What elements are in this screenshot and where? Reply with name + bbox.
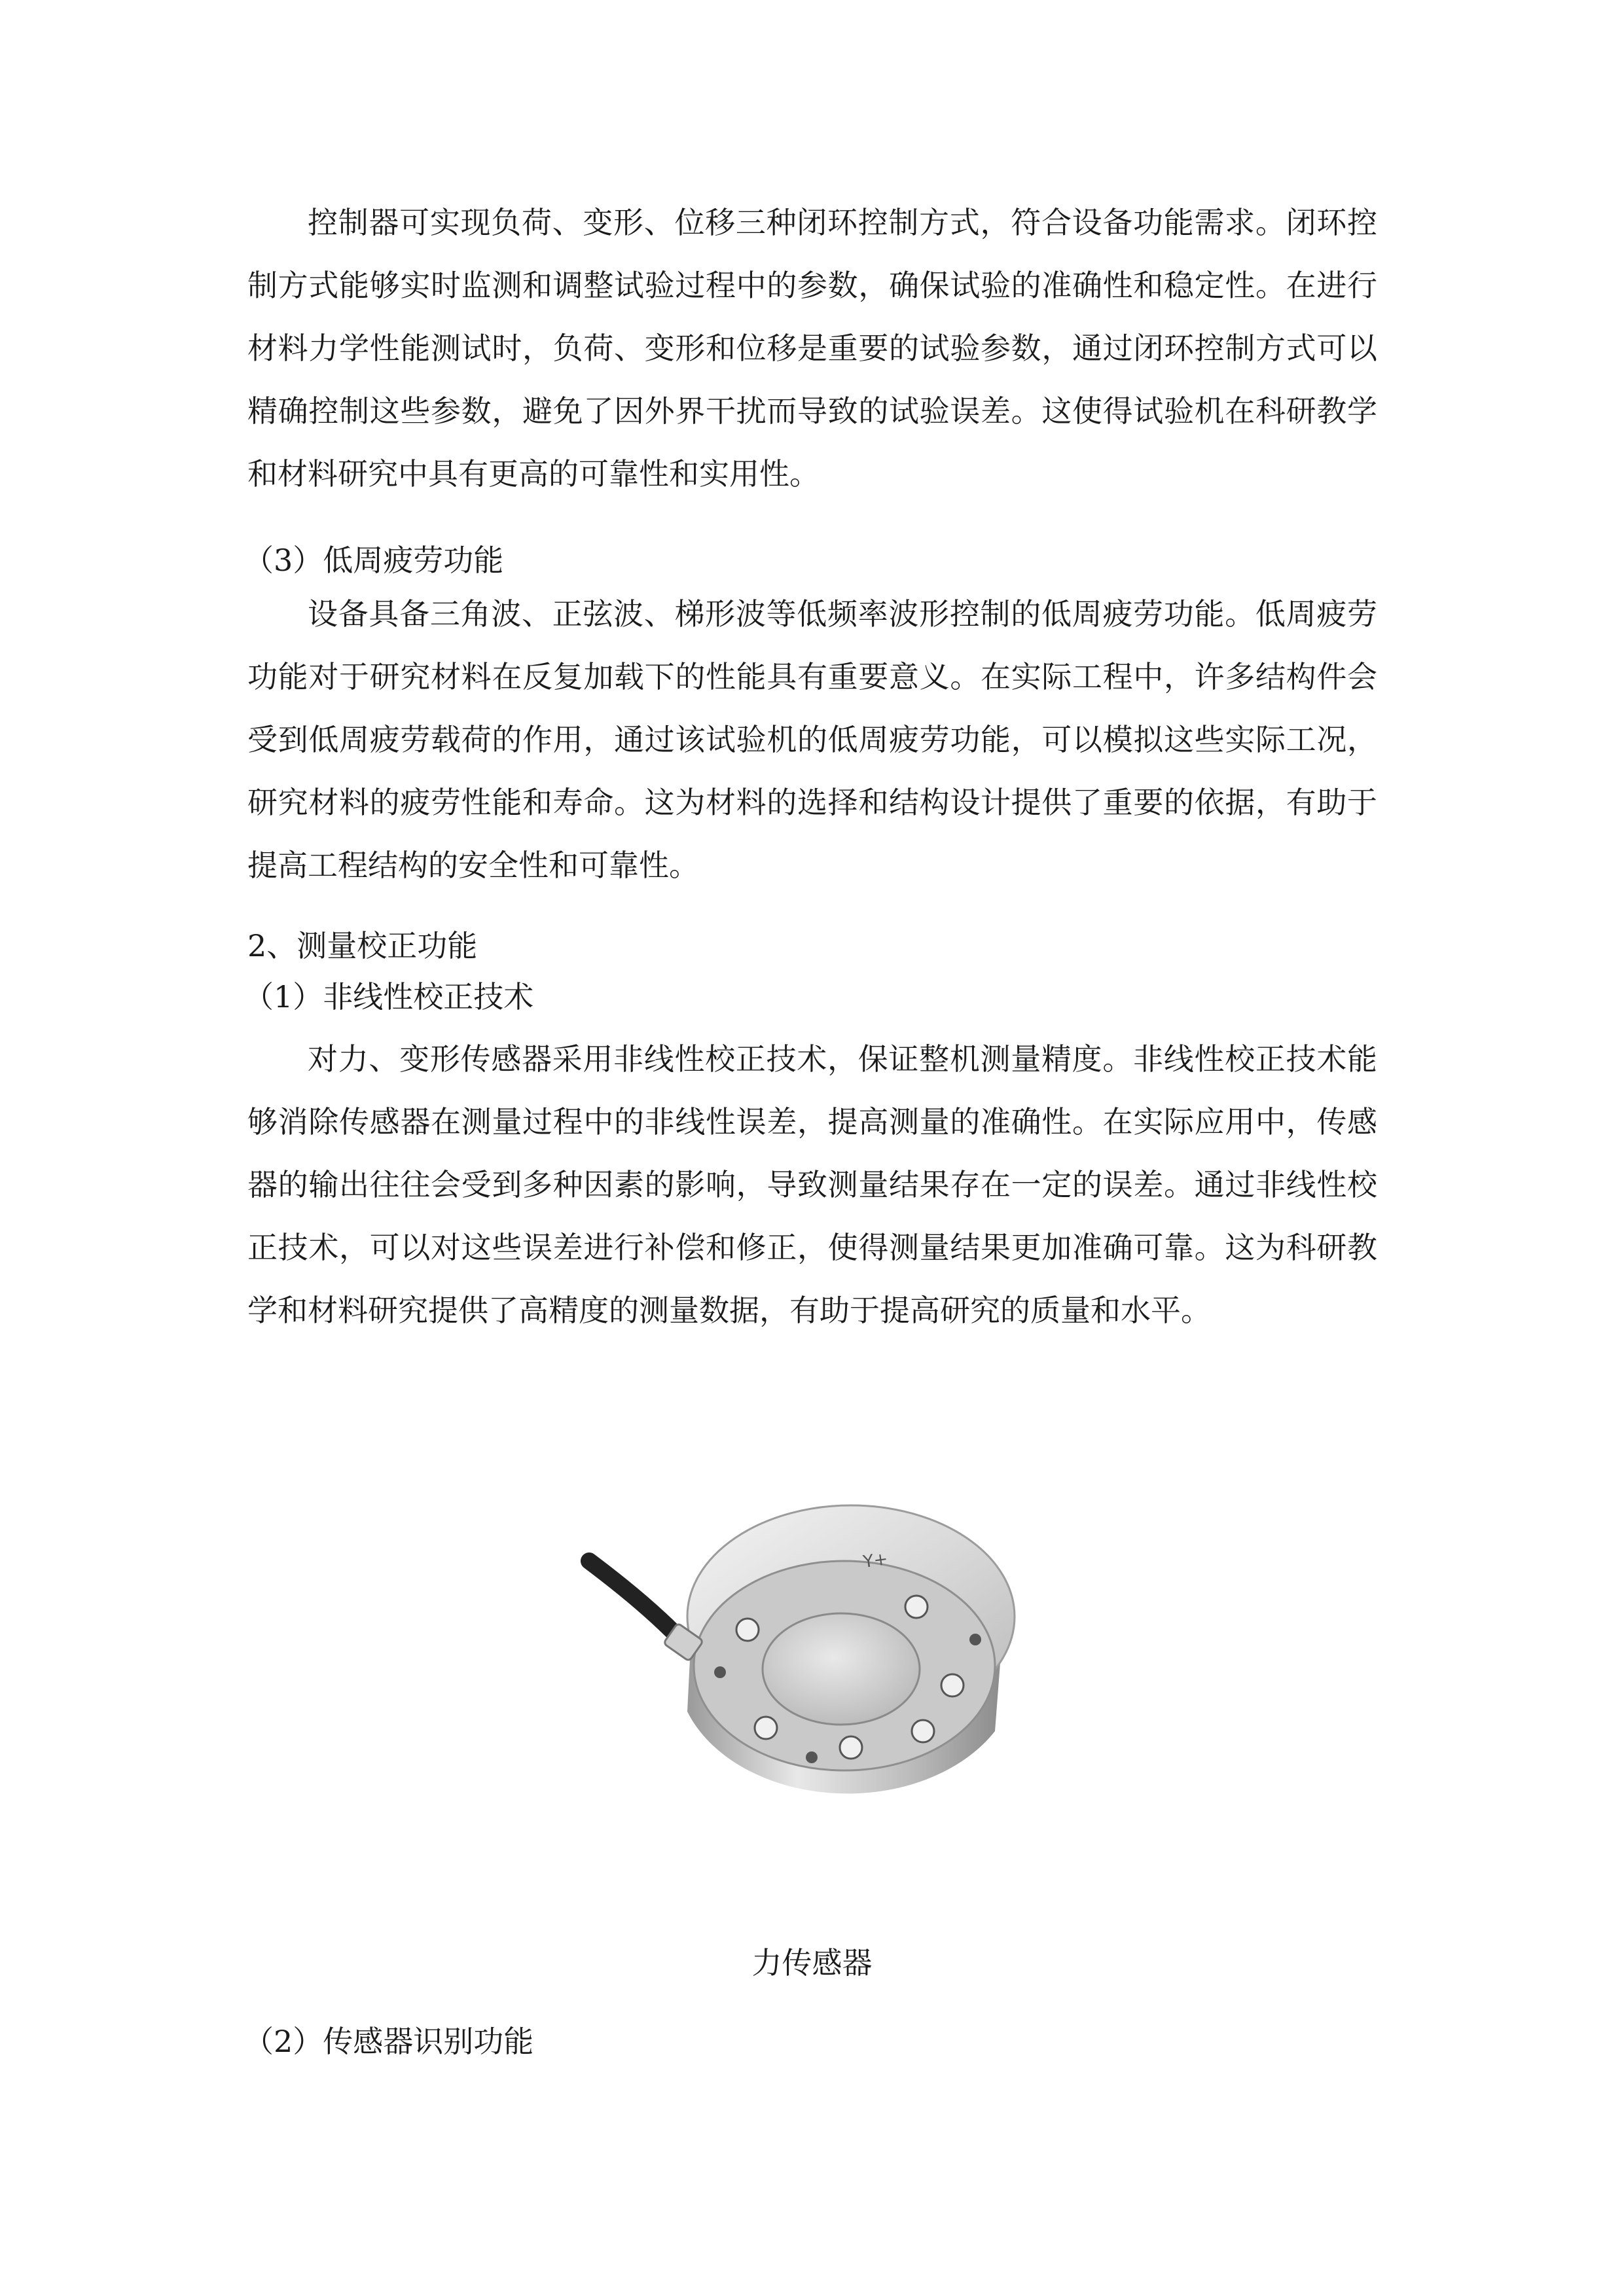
force-sensor-image — [576, 1450, 1034, 1895]
heading-nonlinear-correction: （1）非线性校正技术 — [244, 979, 534, 1014]
force-sensor-figure — [576, 1450, 1034, 1895]
sensor-marking: Y+ — [861, 1549, 890, 1572]
section-closed-loop — [247, 191, 1377, 505]
heading-low-cycle-fatigue: （3）低周疲劳功能 — [244, 543, 504, 578]
hole — [714, 1666, 726, 1678]
cable — [589, 1561, 674, 1633]
paragraph-closed-loop-control: 控制器可实现负荷、变形、位移三种闭环控制方式，符合设备功能需求。闭环控制方式能够实时监测和调整试验过程中的参数，确保试验的准确性和稳定性。在进行材料力学性能测试时，负荷、变形和位移是重要的试验参数，通过闭环控制方式可以精确控制这些参数，避免了因外界干扰而导致的试验误差。这使得试验机在科研教学和材料研究中具有更高的可靠性和实用性。 — [247, 205, 1377, 492]
sensor-center-disc — [763, 1613, 920, 1725]
section-nonlinear — [247, 1028, 1377, 1342]
section-sensor-identification — [244, 2016, 1377, 2067]
paragraph-low-cycle-fatigue: 设备具备三角波、正弦波、梯形波等低频率波形控制的低周疲劳功能。低周疲劳功能对于研究材料在反复加载下的性能具有重要意义。在实际工程中，许多结构件会受到低周疲劳载荷的作用，通过该试验机的低周疲劳功能，可以模拟这些实际工况，研究材料的疲劳性能和寿命。这为材料的选择和结构设计提供了重要的依据，有助于提高工程结构的安全性和可靠性。 — [247, 596, 1377, 883]
heading-sensor-identification: （2）传感器识别功能 — [244, 2024, 534, 2059]
screw — [840, 1736, 862, 1759]
screw — [905, 1596, 928, 1618]
screw — [941, 1674, 964, 1696]
hole — [806, 1751, 818, 1763]
paragraph-nonlinear-correction: 对力、变形传感器采用非线性校正技术，保证整机测量精度。非线性校正技术能够消除传感器在测量过程中的非线性误差，提高测量的准确性。在实际应用中，传感器的输出往往会受到多种因素的影响，导致测量结果存在一定的误差。通过非线性校正技术，可以对这些误差进行补偿和修正，使得测量结果更加准确可靠。这为科研教学和材料研究提供了高精度的测量数据，有助于提高研究的质量和水平。 — [247, 1041, 1377, 1328]
section-low-cycle-fatigue — [244, 529, 1377, 897]
figure-caption: 力传感器 — [751, 1945, 873, 1981]
screw — [755, 1717, 777, 1739]
hole — [969, 1634, 981, 1645]
section-measurement — [244, 920, 1377, 1022]
heading-measurement-correction: 2、测量校正功能 — [247, 928, 478, 963]
screw — [736, 1619, 759, 1641]
screw — [912, 1720, 934, 1742]
